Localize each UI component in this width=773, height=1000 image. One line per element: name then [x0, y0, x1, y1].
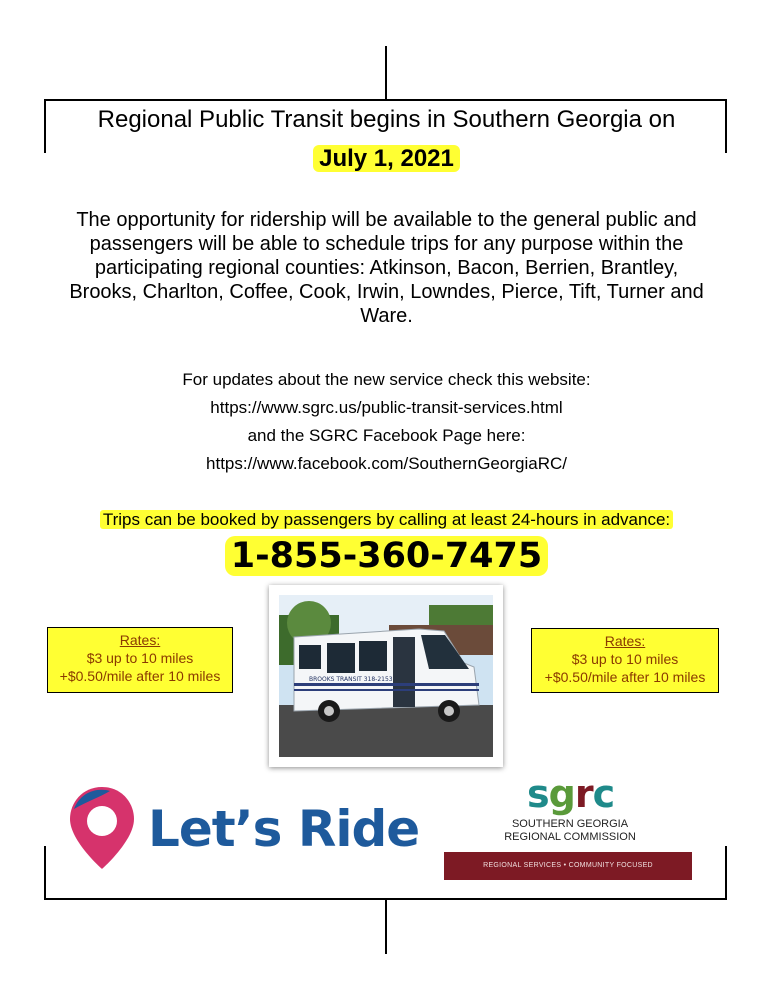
top-horizontal-mark	[44, 99, 727, 101]
bottom-vertical-mark	[385, 900, 387, 954]
rates-box-left	[47, 627, 233, 693]
booking-instructions	[0, 510, 773, 530]
sgrc-letter-s: s	[527, 772, 549, 816]
bus-side-text: BROOKS TRANSIT 318-2153	[309, 676, 393, 683]
rates-base: $3 up to 10 miles	[86, 650, 194, 666]
phone-number-text[interactable]: 1-855-360-7475	[225, 536, 548, 576]
bottom-right-corner-mark	[725, 846, 727, 900]
sgrc-letter-c: c	[592, 772, 615, 816]
description-paragraph: The opportunity for ridership will be available to the general public and passengers will be able to schedule trips for any purpose within the participating regional counties: Atkinson, Bacon, Berrien, Brantley, Brooks, Charlton, Coffee, Cook, Irwin, Lowndes, Pierce, Tift, Turner and Ware.	[69, 209, 704, 327]
sgrc-tagline-band	[444, 852, 692, 880]
sgrc-letter-g: g	[548, 772, 575, 816]
facebook-intro: and the SGRC Facebook Page here:	[247, 426, 526, 445]
rates-heading: Rates:	[119, 632, 161, 648]
sgrc-name-line2: REGIONAL COMMISSION	[504, 831, 636, 843]
website-link[interactable]: https://www.sgrc.us/public-transit-services.html	[210, 398, 563, 417]
map-pin-icon	[66, 783, 138, 873]
bus-illustration	[269, 585, 503, 767]
page-title: Regional Public Transit begins in Southern Georgia on	[97, 106, 676, 133]
bus-photo	[269, 585, 503, 767]
start-date	[0, 145, 773, 173]
phone-number	[0, 536, 773, 576]
booking-text: Trips can be booked by passengers by calling at least 24-hours in advance:	[100, 510, 673, 529]
lets-ride-logo-text: Let’s Ride	[148, 800, 420, 858]
rates-extra: +$0.50/mile after 10 miles	[544, 669, 706, 685]
bottom-left-corner-mark	[44, 846, 46, 900]
sgrc-name-line1: SOUTHERN GEORGIA	[511, 818, 629, 830]
rates-heading: Rates:	[604, 633, 646, 649]
facebook-link[interactable]: https://www.facebook.com/SouthernGeorgiaRC/	[206, 454, 567, 473]
sgrc-tagline: REGIONAL SERVICES • COMMUNITY FOCUSED	[483, 862, 653, 869]
rates-base: $3 up to 10 miles	[571, 651, 679, 667]
start-date-highlight: July 1, 2021	[313, 145, 460, 172]
sgrc-logo-wordmark	[527, 772, 614, 816]
top-vertical-mark	[385, 46, 387, 100]
rates-extra: +$0.50/mile after 10 miles	[59, 668, 221, 684]
sgrc-letter-r: r	[574, 772, 593, 816]
rates-box-right	[531, 628, 719, 693]
updates-intro: For updates about the new service check this website:	[182, 370, 591, 389]
